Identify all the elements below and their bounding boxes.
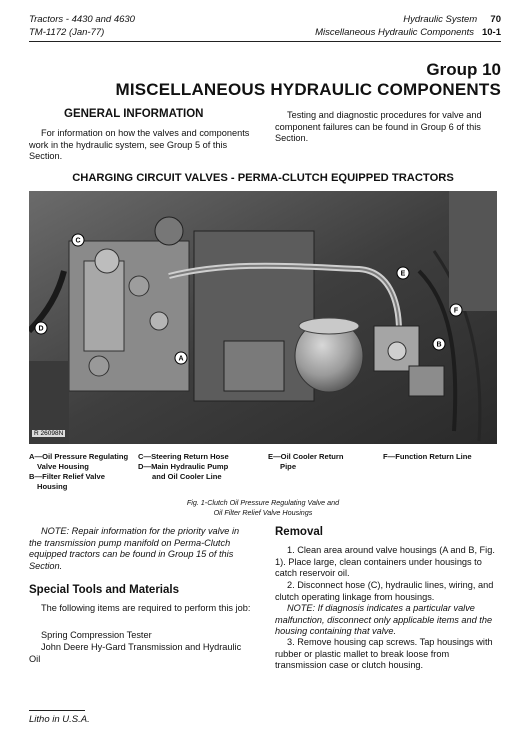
removal-heading: Removal: [275, 526, 323, 538]
group-title: Group 10: [426, 60, 501, 79]
header-right-line1: [403, 14, 501, 26]
header-page-number: 70: [490, 14, 501, 25]
callout-b-circle: [432, 337, 446, 351]
legend-col-2: [138, 452, 229, 482]
tools-intro: The following items are required to perform this job:: [41, 603, 251, 613]
legend-f-line1: F—Function Return Line: [383, 452, 472, 461]
callout-a: [174, 351, 188, 370]
callout-d-circle: [34, 321, 48, 335]
figure-title: CHARGING CIRCUIT VALVES - PERMA-CLUTCH EQUIPPED TRACTORS: [72, 172, 454, 184]
callout-d: [34, 321, 48, 340]
header-group-page: 10-1: [481, 27, 501, 38]
callout-c: [71, 233, 85, 252]
callout-b: [432, 337, 446, 356]
callout-e: [396, 266, 410, 285]
header-left-line2: TM-1172 (Jan-77): [29, 27, 105, 38]
priority-valve-note: NOTE: Repair information for the priority valve in the transmission pump manifold on Perma-Clutch equipped tractors can be found in Group 15 of this Section.: [29, 526, 240, 571]
legend-b-line1: B—Filter Relief Valve: [29, 472, 105, 481]
callout-b-label: B: [436, 341, 442, 349]
legend-d-line2: and Oil Cooler Line: [152, 472, 222, 481]
photo-id: R 26098N: [34, 430, 64, 437]
legend-a-line2: Valve Housing: [37, 462, 89, 471]
engine-photo-illustration: [29, 191, 497, 444]
callout-f: [449, 303, 463, 322]
callout-c-label: C: [75, 237, 81, 245]
callout-f-circle: [449, 303, 463, 317]
hydraulic-valve-photo: [29, 191, 497, 444]
section-title: MISCELLANEOUS HYDRAULIC COMPONENTS: [115, 80, 501, 99]
removal-step-3: 3. Remove housing cap screws. Tap housings with rubber or plastic mallet to break loose from transmission case or clutch housing.: [275, 637, 493, 670]
callout-d-label: D: [38, 325, 44, 333]
general-info-left-text: For information on how the valves and components work in the hydraulic system, see Group 5 of this Section.: [29, 128, 250, 161]
header-left-line1: Tractors - 4430 and 4630: [29, 14, 135, 25]
removal-step-2: 2. Disconnect hose (C), hydraulic lines, wiring, and clutch operating linkage from housings.: [275, 580, 494, 602]
removal-step-1: 1. Clean area around valve housings (A and B, Fig. 1). Place large, clean containers under housings to catch reservoir oil.: [275, 545, 495, 578]
figure-caption-line1: Fig. 1-Clutch Oil Pressure Regulating Valve and: [186, 498, 340, 507]
legend-e-line1: E—Oil Cooler Return: [268, 452, 344, 461]
header-right-line2: [315, 27, 501, 39]
tools-heading: Special Tools and Materials: [29, 584, 179, 596]
figure-caption: [29, 498, 497, 518]
legend-col-3: [268, 452, 344, 472]
callout-c-circle: [71, 233, 85, 247]
callout-e-circle: [396, 266, 410, 280]
footer-litho: Litho in U.S.A.: [29, 714, 90, 725]
general-info-right-text: Testing and diagnostic procedures for valve and component failures can be found in Group 6 of this Section.: [275, 110, 482, 143]
header-section-name: Hydraulic System: [403, 14, 478, 25]
general-info-heading: GENERAL INFORMATION: [64, 108, 204, 120]
legend-b-line2: Housing: [37, 482, 68, 491]
tool-item-1: Spring Compression Tester: [41, 630, 152, 640]
callout-e-label: E: [400, 270, 406, 278]
footer-rule: [29, 710, 85, 711]
legend-e-line2: Pipe: [280, 462, 297, 471]
tool-item-2: John Deere Hy-Gard Transmission and Hydraulic Oil: [29, 642, 242, 664]
callout-a-label: A: [178, 355, 184, 363]
legend-col-1: [29, 452, 128, 492]
callout-a-circle: [174, 351, 188, 365]
header-subsection-name: Miscellaneous Hydraulic Components: [315, 27, 475, 38]
header-rule: [29, 41, 501, 42]
legend-a-line1: A—Oil Pressure Regulating: [29, 452, 129, 461]
callout-f-label: F: [453, 307, 459, 315]
figure-caption-line2: Oil Filter Relief Valve Housings: [213, 508, 313, 517]
legend-col-4: [383, 452, 472, 462]
removal-note: NOTE: If diagnosis indicates a particular valve malfunction, disconnect only applicable items and the housing containing that valve.: [275, 603, 493, 636]
legend-c-line1: C—Steering Return Hose: [138, 452, 229, 461]
legend-d-line1: D—Main Hydraulic Pump: [138, 462, 229, 471]
